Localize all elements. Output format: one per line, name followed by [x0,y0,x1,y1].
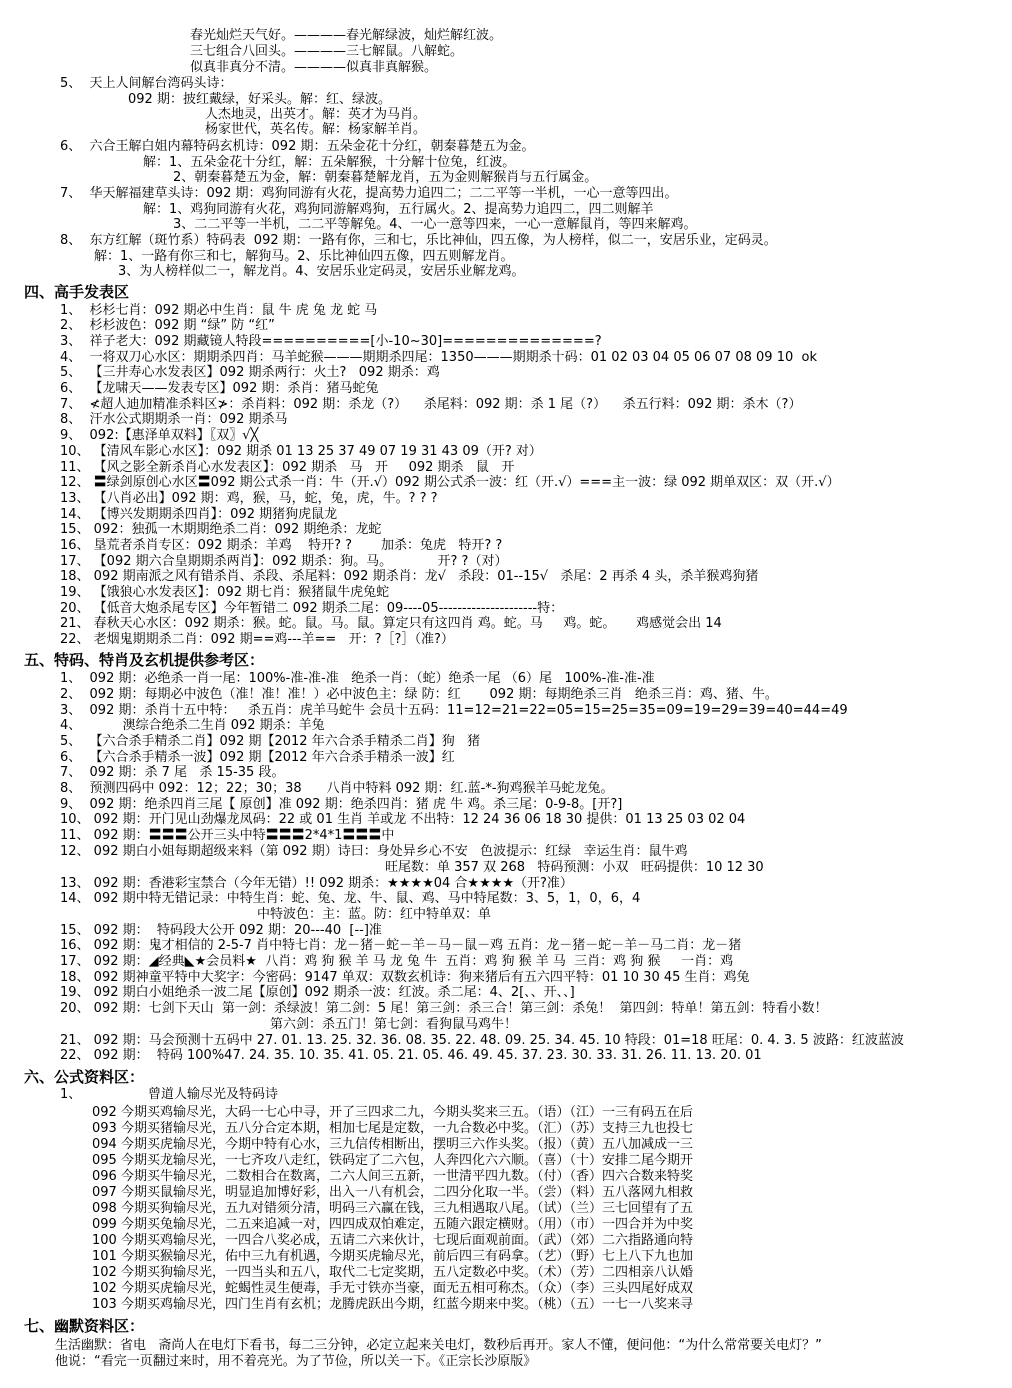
item-line: 人杰地灵，出英才。解：英才为马肖。 [205,107,427,122]
item-line: 3、为人榜样似二一，解龙肖。4、安居乐业定码灵，安居乐业解龙鸡。 [118,264,525,279]
sec4-line: 21、 春秋天心水区：092 期杀：猴。蛇。鼠。马。鼠。算定只有这四肖 鸡。蛇。马 鸡。蛇。 鸡感觉会出 14 [60,616,722,631]
poem-line: 097 今期买鼠输尽光，明显追加博好彩，出入一八有机会，二四分化取一半。（尝）（料）五八落网九相救 [92,1185,693,1200]
item-line: 8、 东方红解（斑竹系）特码表 092 期：一路有你，三和七，乐比神仙，四五像，为人榜样，似二一，安居乐业，定码灵。 [60,233,777,248]
sec4-line: 12、 〓绿剑原创心水区〓092 期公式杀一肖：牛（开.√）092 期公式杀一波：红（开.√）===主一波：绿 092 期单双区：双（开.√） [60,475,840,490]
item-line: 7、 华天解福建草头诗：092 期：鸡狗同游有火花，提高势力追四二；二二平等一半机，一心一意等四出。 [60,186,678,201]
poem-line: 103 今期买鸡输尽光，四门生肖有玄机；龙腾虎跃出今期，红蓝今期来中奖。（桃）（五）一七一八奖来寻 [92,1297,693,1312]
sec4-line: 18、 092 期南派之风有错杀肖、杀段、杀尾料：092 期杀肖：龙√ 杀段：01--15√ 杀尾：2 再杀 4 头，杀羊猴鸡狗猪 [60,569,759,584]
poem-line: 095 今期买龙输尽光，一七齐攻八走红，铁码定了二六包，人奔四化六六顺。（喜）（十）安排二尾今期开 [92,1153,693,1168]
sec4-line: 1、 杉杉七肖：092 期必中生肖：鼠 牛 虎 兔 龙 蛇 马 [60,303,378,318]
sec4-line: 16、 垦荒者杀肖专区：092 期杀：羊鸡 特开? ? 加杀：兔虎 特开? ? [60,538,503,553]
section-4-title: 四、高手发表区 [24,283,130,301]
poem-line: 102 今期买虎输尽光，蛇蝎性灵生便毒，手无寸铁亦当豪，面无五相可称杰。（众）（李）三头四尾好成双 [92,1281,693,1296]
item-line: 解：1、五朵金花十分红，解：五朵解猴，十分解十位兔，红波。 [143,155,516,170]
item-line: 解：1、鸡狗同游有火花，鸡狗同游解鸡狗，五行属火。2、提高势力追四二，四二则解羊 [143,202,654,217]
sec5-line: 12、 092 期白小姐每期超级来料（第 092 期）诗曰：身处异乡心不安 色波提示：红绿 幸运生肖：鼠牛鸡 [60,844,688,859]
sec4-line: 5、 【三井寿心水发表区】092 期杀两行：火土? 092 期杀：鸡 [60,365,440,380]
sec4-line: 2、 杉杉波色：092 期 “绿” 防 “红” [60,318,275,333]
sec5-line: 1、 092 期：必绝杀一肖一尾：100%-准-准-准 绝杀一肖：（蛇）绝杀一尾 （6）尾 100%-准-准-准 [60,671,655,686]
sec5-line: 22、 092 期： 特码 100%47. 24. 35. 10. 35. 41. 05. 21. 05. 46. 49. 45. 37. 23. 30. 33. 31. 26. 11. 13. 20. 01 [60,1048,762,1063]
intro-line: 春光灿烂天气好。————春光解绿波，灿烂解红波。 [190,28,503,43]
sec4-line: 10、 【清风车影心水区】：092 期杀 01 13 25 37 49 07 19 31 43 09（开? 对） [60,444,542,459]
sec4-line: 13、 【八肖必出】092 期：鸡，猴，马，蛇，兔，虎，牛。? ? ? [60,491,438,506]
sec5-line: 5、 【六合杀手精杀二肖】092 期【2012 年六合杀手精杀二肖】狗 猪 [60,734,481,749]
intro-line: 三七组合八回头。————三七解鼠。八解蛇。 [190,44,464,59]
sec5-line: 18、 092 期神童平特中大奖字：今密码：9147 单双：双数玄机诗：狗来猪后有五六四平特：01 10 30 45 生肖：鸡兔 [60,970,750,985]
section-5-title: 五、特码、特肖及玄机提供参考区： [24,651,265,669]
sec4-line: 19、 【饿狼心水发表区】：092 期七肖：猴猪鼠牛虎兔蛇 [60,585,390,600]
section-7-title: 七、幽默资料区： [24,1317,145,1335]
sec5-line: 11、 092 期：〓〓〓公开三头中特〓〓〓2*4*1〓〓〓中 [60,828,395,843]
sec5-line: 9、 092 期：绝杀四肖三尾【 原创】准 092 期：绝杀四肖：猪 虎 牛 鸡。杀三尾：0-9-8。[开?] [60,797,623,812]
sec6-number: 1、 [60,1087,82,1102]
sec5-line: 8、 预测四码中 092：12；22；30；38 八肖中特料 092 期：红.蓝-*-狗鸡猴羊马蛇龙兔。 [60,781,614,796]
sec4-line: 4、 一将双刀心水区：期期杀四肖：马羊蛇猴———期期杀四尾：1350———期期杀十码：01 02 03 04 05 06 07 08 09 10 ok [60,350,817,365]
sec5-line: 4、 澳综合绝杀二生肖 092 期杀：羊兔 [60,718,325,733]
sec4-line: 7、 ≮超人迪加精准杀料区≯：杀肖料：092 期：杀龙（?） 杀尾料：092 期：杀 1 尾（?） 杀五行料：092 期：杀木（?） [60,397,802,412]
sec7-line: 生活幽默：省电 斋尚人在电灯下看书，每二三分钟，必定立起来关电灯，数秒后再开。家人不懂，便问他：“为什么常常要关电灯？” [55,1338,822,1353]
sec4-line: 9、 092:【惠泽单双料】〖双〗√╳ [60,428,259,443]
item-line: 杨家世代，英名传。解：杨家解羊肖。 [205,122,427,137]
sec5-line: 19、 092 期白小姐绝杀一波二尾【原创】092 期杀一波：红波。杀二尾：4、2[、、开、、] [60,985,575,1000]
item-line: 解：1、一路有你三和七，解狗马。2、乐比神仙四五像，四五则解龙肖。 [94,249,514,264]
sec7-line: 他说：“看完一页翻过来时，用不着亮光。为了节俭，所以关一下。《正宗长沙原版》 [55,1354,537,1369]
poem-line: 098 今期买狗输尽光，五九对错须分清，明码三六赢在钱，三九相遇取八尾。（试）（兰）三七回望有了五 [92,1201,693,1216]
sec4-line: 3、 祥子老大：092 期藏镜人特段==========[小-10~30]==============? [60,334,602,349]
sec5-line: 7、 092 期：杀 7 尾 杀 15-35 段。 [60,765,285,780]
sec5-line: 16、 092 期：鬼才相信的 2-5-7 肖中特七肖：龙－猪－蛇－羊－马－鼠－鸡 五肖：龙－猪－蛇－羊－马二肖：龙－猪 [60,938,742,953]
poem-line: 096 今期买牛输尽光，二数相合在数离，二六人间三五新，一世清平四九数。（付）（香）四六合数来特奖 [92,1169,693,1184]
sec4-line: 8、 汗水公式期期杀一肖：092 期杀马 [60,412,288,427]
sec5-line: 第六剑：杀五门！第七剑：看狗鼠马鸡牛！ [270,1017,518,1032]
item-line: 092 期：披红戴绿，好采头。解：红、绿波。 [128,92,391,107]
sec5-line: 3、 092 期：杀肖十五中特： 杀五肖：虎羊马蛇牛 会员十五码：11=12=21=22=05=15=25=35=09=19=29=39=40=44=49 [60,703,848,718]
sec4-line: 14、 【博兴发期期杀四肖】：092 期猪狗虎鼠龙 [60,507,338,522]
item-line: 3、二二平等一半机，二二平等解兔。4、一心一意等四来，一心一意解鼠肖，等四来解鸡。 [173,217,697,232]
sec5-line: 中特波色：主：蓝。防：红中特单双：单 [257,907,492,922]
sec5-line: 10、 092 期：开门见山劲爆龙凤码：22 或 01 生肖 羊或龙 不出特：12 24 36 06 18 30 提供：01 13 25 03 02 04 [60,812,746,827]
sec6-subtitle: 曾道人输尽光及特码诗 [148,1087,279,1102]
sec5-line: 14、 092 期中特无错记录：中特生肖：蛇、兔、龙、牛、鼠、鸡、马中特尾数：3、5，1，0，6，4 [60,891,641,906]
sec4-line: 6、 【龙啸天——发表专区】092 期：杀肖：猪马蛇兔 [60,381,379,396]
poem-line: 092 今期买鸡输尽光，大码一七心中寻，开了三四求二九，今期头奖来三五。（语）（江）一三有码五在后 [92,1105,693,1120]
poem-line: 102 今期买狗输尽光，一四当头和五八，取代二七定奖期，五八定数必中奖。（术）（芳）二四相亲八认婚 [92,1265,693,1280]
sec5-line: 旺尾数：单 357 双 268 特码预测：小双 旺码提供：10 12 30 [385,860,764,875]
sec5-line: 13、 092 期：香港彩宝禁合（今年无错）!! 092 期杀：★★★★04 合★★★★（开?准） [60,876,573,891]
poem-line: 099 今期买兔输尽光，二五来追减一对，四四成双怕难定，五随六跟定横财。（用）（市）一四合并为中奖 [92,1217,693,1232]
sec5-line: 6、 【六合杀手精杀一波】092 期【2012 年六合杀手精杀一波】红 [60,750,455,765]
sec5-line: 20、 092 期：七剑下天山 第一剑：杀绿波！第二剑：5 尾！第三剑：杀三合！第三剑：杀兔！ 第四剑：特单！第五剑：特看小数！ [60,1001,828,1016]
sec4-line: 20、 【低音大炮杀尾专区】今年暂错二 092 期杀二尾：09----05---------------------特： [60,601,564,616]
sec5-line: 21、 092 期：马会预测十五码中 27. 01. 13. 25. 32. 36. 08. 35. 22. 48. 09. 25. 34. 45. 10 特段：01=18 旺尾：0. 4. 3. 5 波路：红波蓝波 [60,1033,904,1048]
sec5-line: 2、 092 期：每期必中波色（准！准！准！）必中波色主：绿 防：红 092 期：每期绝杀三肖 绝杀三肖：鸡、猪、牛。 [60,687,778,702]
sec4-line: 15、 092：独孤一木期期绝杀二肖：092 期绝杀：龙蛇 [60,522,382,537]
sec4-line: 22、 老烟鬼期期杀二肖：092 期==鸡---羊== 开：?［?］（准?） [60,632,454,647]
item-line: 6、 六合王解白姐内幕特码玄机诗：092 期：五朵金花十分红，朝秦暮楚五为金。 [60,139,535,154]
poem-line: 093 今期买猪输尽光，五八分合定本期，相加七尾是定数，一九合数必中奖。（汇）（苏）支持三九也投七 [92,1121,693,1136]
poem-line: 101 今期买猴输尽光，佑中三九有机遇，今期买虎输尽光，前后四三有码拿。（艺）（野）七上八下九也加 [92,1249,693,1264]
item-line: 5、 天上人间解台湾码头诗： [60,76,233,91]
sec4-line: 17、 【092 期六合皇期期杀两肖】：092 期杀：狗。马。 开? ?（对） [60,554,508,569]
poem-line: 094 今期买虎输尽光，今期中特有心水，三九信传相断出，摆明三六作头奖。（报）（黄）五八加减成一三 [92,1137,693,1152]
item-line: 2、朝秦暮楚五为金，解：朝秦暮楚解龙肖，五为金则解猴肖与五行属金。 [173,170,598,185]
sec5-line: 15、 092 期： 特码段大公开 092 期：20---40 [--]准 [60,923,382,938]
sec5-line: 17、 092 期：◢经典◣★会员料★ 八肖：鸡 狗 猴 羊 马 龙 兔 牛 五肖：鸡 狗 猴 羊 马 三肖：鸡 狗 猴 一肖：鸡 [60,954,734,969]
poem-line: 100 今期买鸡输尽光，一四合八奖必成，五请二六来伙计，七现后面观前面。（武）（郊）二六指路通向特 [92,1233,693,1248]
intro-line: 似真非真分不清。————似真非真解猴。 [190,60,438,75]
section-6-title: 六、公式资料区： [24,1068,145,1086]
sec4-line: 11、 【风之影全新杀肖心水发表区】：092 期杀 马 开 092 期杀 鼠 开 [60,460,515,475]
